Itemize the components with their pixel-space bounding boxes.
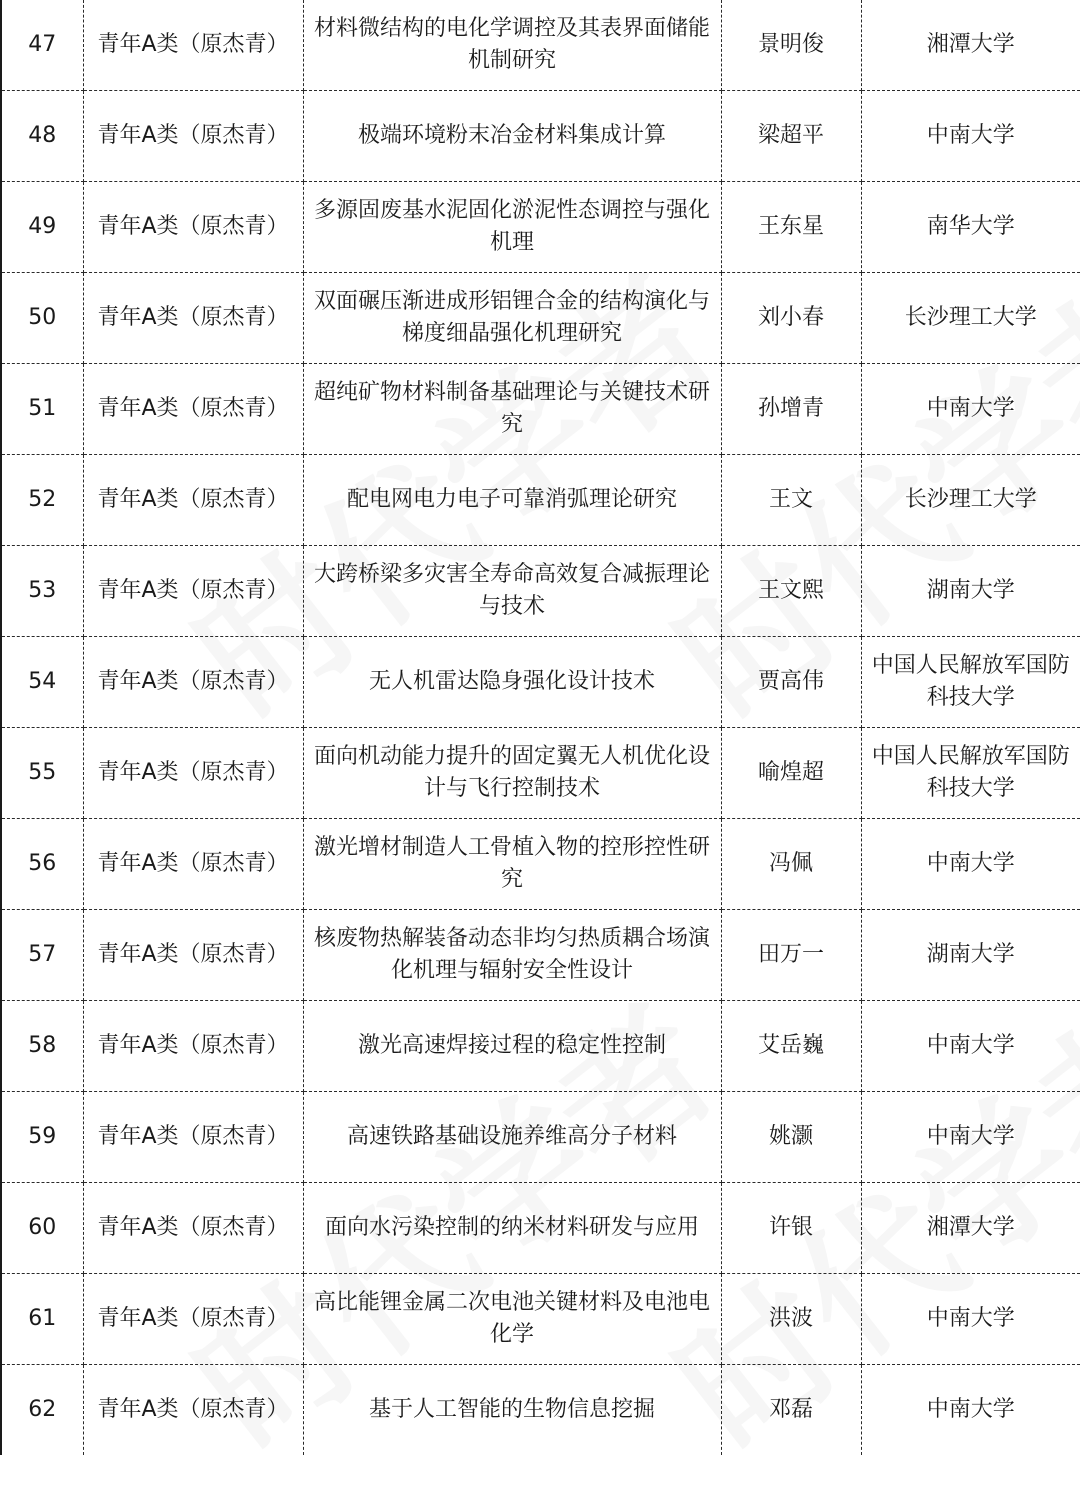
person-cell: 刘小春 (721, 273, 861, 364)
institution-cell: 中南大学 (861, 364, 1080, 455)
category-cell: 青年A类（原杰青） (83, 819, 303, 910)
category-cell: 青年A类（原杰青） (83, 1092, 303, 1183)
table-row (1, 546, 1080, 637)
category-cell: 青年A类（原杰青） (83, 637, 303, 728)
row-number: 58 (1, 1001, 83, 1092)
person-cell: 姚灏 (721, 1092, 861, 1183)
project-cell: 激光增材制造人工骨植入物的控形控性研究 (303, 819, 721, 910)
table-row (1, 0, 1080, 91)
table-row (1, 1183, 1080, 1274)
table-row (1, 273, 1080, 364)
table-row (1, 91, 1080, 182)
category-cell: 青年A类（原杰青） (83, 364, 303, 455)
institution-cell: 长沙理工大学 (861, 273, 1080, 364)
person-cell: 梁超平 (721, 91, 861, 182)
institution-cell: 中南大学 (861, 819, 1080, 910)
row-number: 52 (1, 455, 83, 546)
person-cell: 贾高伟 (721, 637, 861, 728)
person-cell: 王文熙 (721, 546, 861, 637)
category-cell: 青年A类（原杰青） (83, 1365, 303, 1456)
category-cell: 青年A类（原杰青） (83, 273, 303, 364)
institution-cell: 南华大学 (861, 182, 1080, 273)
project-cell: 面向机动能力提升的固定翼无人机优化设计与飞行控制技术 (303, 728, 721, 819)
category-cell: 青年A类（原杰青） (83, 1001, 303, 1092)
person-cell: 艾岳巍 (721, 1001, 861, 1092)
institution-cell: 中国人民解放军国防科技大学 (861, 728, 1080, 819)
category-cell: 青年A类（原杰青） (83, 91, 303, 182)
project-cell: 无人机雷达隐身强化设计技术 (303, 637, 721, 728)
row-number: 51 (1, 364, 83, 455)
project-cell: 高比能锂金属二次电池关键材料及电池电化学 (303, 1274, 721, 1365)
person-cell: 洪波 (721, 1274, 861, 1365)
table-row (1, 455, 1080, 546)
person-cell: 王东星 (721, 182, 861, 273)
project-cell: 超纯矿物材料制备基础理论与关键技术研究 (303, 364, 721, 455)
project-cell: 高速铁路基础设施养维高分子材料 (303, 1092, 721, 1183)
institution-cell: 中南大学 (861, 91, 1080, 182)
institution-cell: 中国人民解放军国防科技大学 (861, 637, 1080, 728)
table-row (1, 182, 1080, 273)
table-row (1, 1092, 1080, 1183)
person-cell: 许银 (721, 1183, 861, 1274)
row-number: 49 (1, 182, 83, 273)
institution-cell: 湖南大学 (861, 546, 1080, 637)
row-number: 50 (1, 273, 83, 364)
table-row (1, 1274, 1080, 1365)
table-row (1, 1365, 1080, 1456)
row-number: 56 (1, 819, 83, 910)
institution-cell: 中南大学 (861, 1365, 1080, 1456)
category-cell: 青年A类（原杰青） (83, 910, 303, 1001)
project-cell: 面向水污染控制的纳米材料研发与应用 (303, 1183, 721, 1274)
table-row (1, 819, 1080, 910)
institution-cell: 中南大学 (861, 1274, 1080, 1365)
institution-cell: 长沙理工大学 (861, 455, 1080, 546)
project-cell: 大跨桥梁多灾害全寿命高效复合减振理论与技术 (303, 546, 721, 637)
person-cell: 孙增青 (721, 364, 861, 455)
row-number: 62 (1, 1365, 83, 1456)
project-cell: 双面碾压渐进成形铝锂合金的结构演化与梯度细晶强化机理研究 (303, 273, 721, 364)
row-number: 48 (1, 91, 83, 182)
project-cell: 配电网电力电子可靠消弧理论研究 (303, 455, 721, 546)
row-number: 61 (1, 1274, 83, 1365)
project-cell: 核废物热解装备动态非均匀热质耦合场演化机理与辐射安全性设计 (303, 910, 721, 1001)
row-number: 57 (1, 910, 83, 1001)
person-cell: 喻煌超 (721, 728, 861, 819)
category-cell: 青年A类（原杰青） (83, 1274, 303, 1365)
row-number: 60 (1, 1183, 83, 1274)
row-number: 55 (1, 728, 83, 819)
person-cell: 王文 (721, 455, 861, 546)
row-number: 47 (1, 0, 83, 91)
person-cell: 田万一 (721, 910, 861, 1001)
project-cell: 极端环境粉末冶金材料集成计算 (303, 91, 721, 182)
category-cell: 青年A类（原杰青） (83, 1183, 303, 1274)
institution-cell: 中南大学 (861, 1001, 1080, 1092)
table-row (1, 637, 1080, 728)
project-cell: 材料微结构的电化学调控及其表界面储能机制研究 (303, 0, 721, 91)
category-cell: 青年A类（原杰青） (83, 728, 303, 819)
person-cell: 邓磊 (721, 1365, 861, 1456)
category-cell: 青年A类（原杰青） (83, 0, 303, 91)
person-cell: 景明俊 (721, 0, 861, 91)
table-row (1, 728, 1080, 819)
project-cell: 多源固废基水泥固化淤泥性态调控与强化机理 (303, 182, 721, 273)
table-row (1, 364, 1080, 455)
person-cell: 冯佩 (721, 819, 861, 910)
row-number: 59 (1, 1092, 83, 1183)
institution-cell: 湖南大学 (861, 910, 1080, 1001)
row-number: 53 (1, 546, 83, 637)
table-row (1, 910, 1080, 1001)
institution-cell: 湘潭大学 (861, 0, 1080, 91)
category-cell: 青年A类（原杰青） (83, 455, 303, 546)
project-cell: 基于人工智能的生物信息挖掘 (303, 1365, 721, 1456)
institution-cell: 中南大学 (861, 1092, 1080, 1183)
institution-cell: 湘潭大学 (861, 1183, 1080, 1274)
table-row (1, 1001, 1080, 1092)
category-cell: 青年A类（原杰青） (83, 546, 303, 637)
project-cell: 激光高速焊接过程的稳定性控制 (303, 1001, 721, 1092)
category-cell: 青年A类（原杰青） (83, 182, 303, 273)
row-number: 54 (1, 637, 83, 728)
